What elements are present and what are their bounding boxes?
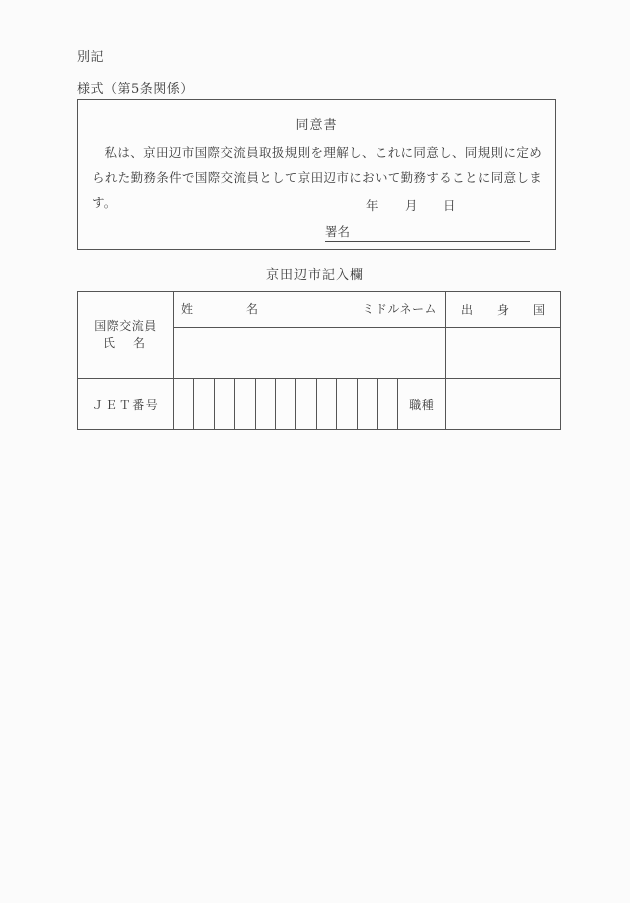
jet-number-label-cell: ＪＥＴ番号	[78, 379, 174, 430]
jet-number-box[interactable]	[215, 379, 235, 429]
jet-number-box[interactable]	[256, 379, 276, 429]
jet-number-boxes-cell	[174, 379, 446, 430]
job-type-input-cell[interactable]	[446, 379, 561, 430]
jet-number-box[interactable]	[174, 379, 194, 429]
signature-label: 署名	[325, 224, 351, 239]
row-label-name-line2: 氏 名	[102, 336, 148, 351]
header-surname: 姓	[181, 302, 194, 316]
row-label-name-line1: 国際交流員	[94, 319, 157, 334]
jet-number-box[interactable]	[337, 379, 357, 429]
consent-body-text: 私は、京田辺市国際交流員取扱規則を理解し、これに同意し、同規則に定められた勤務条件で国際交流員として京田辺市において勤務することに同意します。	[92, 145, 542, 210]
form-number-label: 様式（第5条関係）	[77, 82, 194, 97]
jet-number-box[interactable]	[276, 379, 296, 429]
row-label-name-cell	[78, 292, 174, 379]
jet-number-box[interactable]	[296, 379, 316, 429]
jet-number-box[interactable]	[317, 379, 337, 429]
jet-number-box[interactable]	[194, 379, 214, 429]
jet-number-box[interactable]	[235, 379, 255, 429]
date-month-label: 月	[405, 198, 418, 213]
header-given-name: 名	[246, 302, 259, 316]
home-country-input-cell[interactable]	[446, 328, 561, 379]
name-input-cell[interactable]	[174, 328, 446, 379]
header-middle-name: ミドルネーム	[362, 302, 437, 316]
jet-number-boxes	[174, 379, 445, 429]
form-table	[77, 291, 561, 430]
job-type-label-cell: 職種	[409, 397, 435, 412]
consent-box	[77, 99, 556, 250]
name-headers-cell	[174, 292, 446, 328]
consent-title: 同意書	[295, 118, 338, 133]
signature-field[interactable]	[325, 222, 530, 242]
jet-number-box[interactable]	[378, 379, 398, 429]
table-caption: 京田辺市記入欄	[265, 268, 364, 283]
date-day-label: 日	[443, 198, 456, 213]
jet-number-box[interactable]	[358, 379, 378, 429]
header-home-country: 出 身 国	[446, 292, 561, 328]
annotation-label: 別記	[77, 50, 105, 65]
date-year-label: 年	[366, 198, 379, 213]
table-row	[78, 292, 561, 328]
city-entry-table	[77, 291, 557, 430]
table-row	[78, 379, 561, 430]
